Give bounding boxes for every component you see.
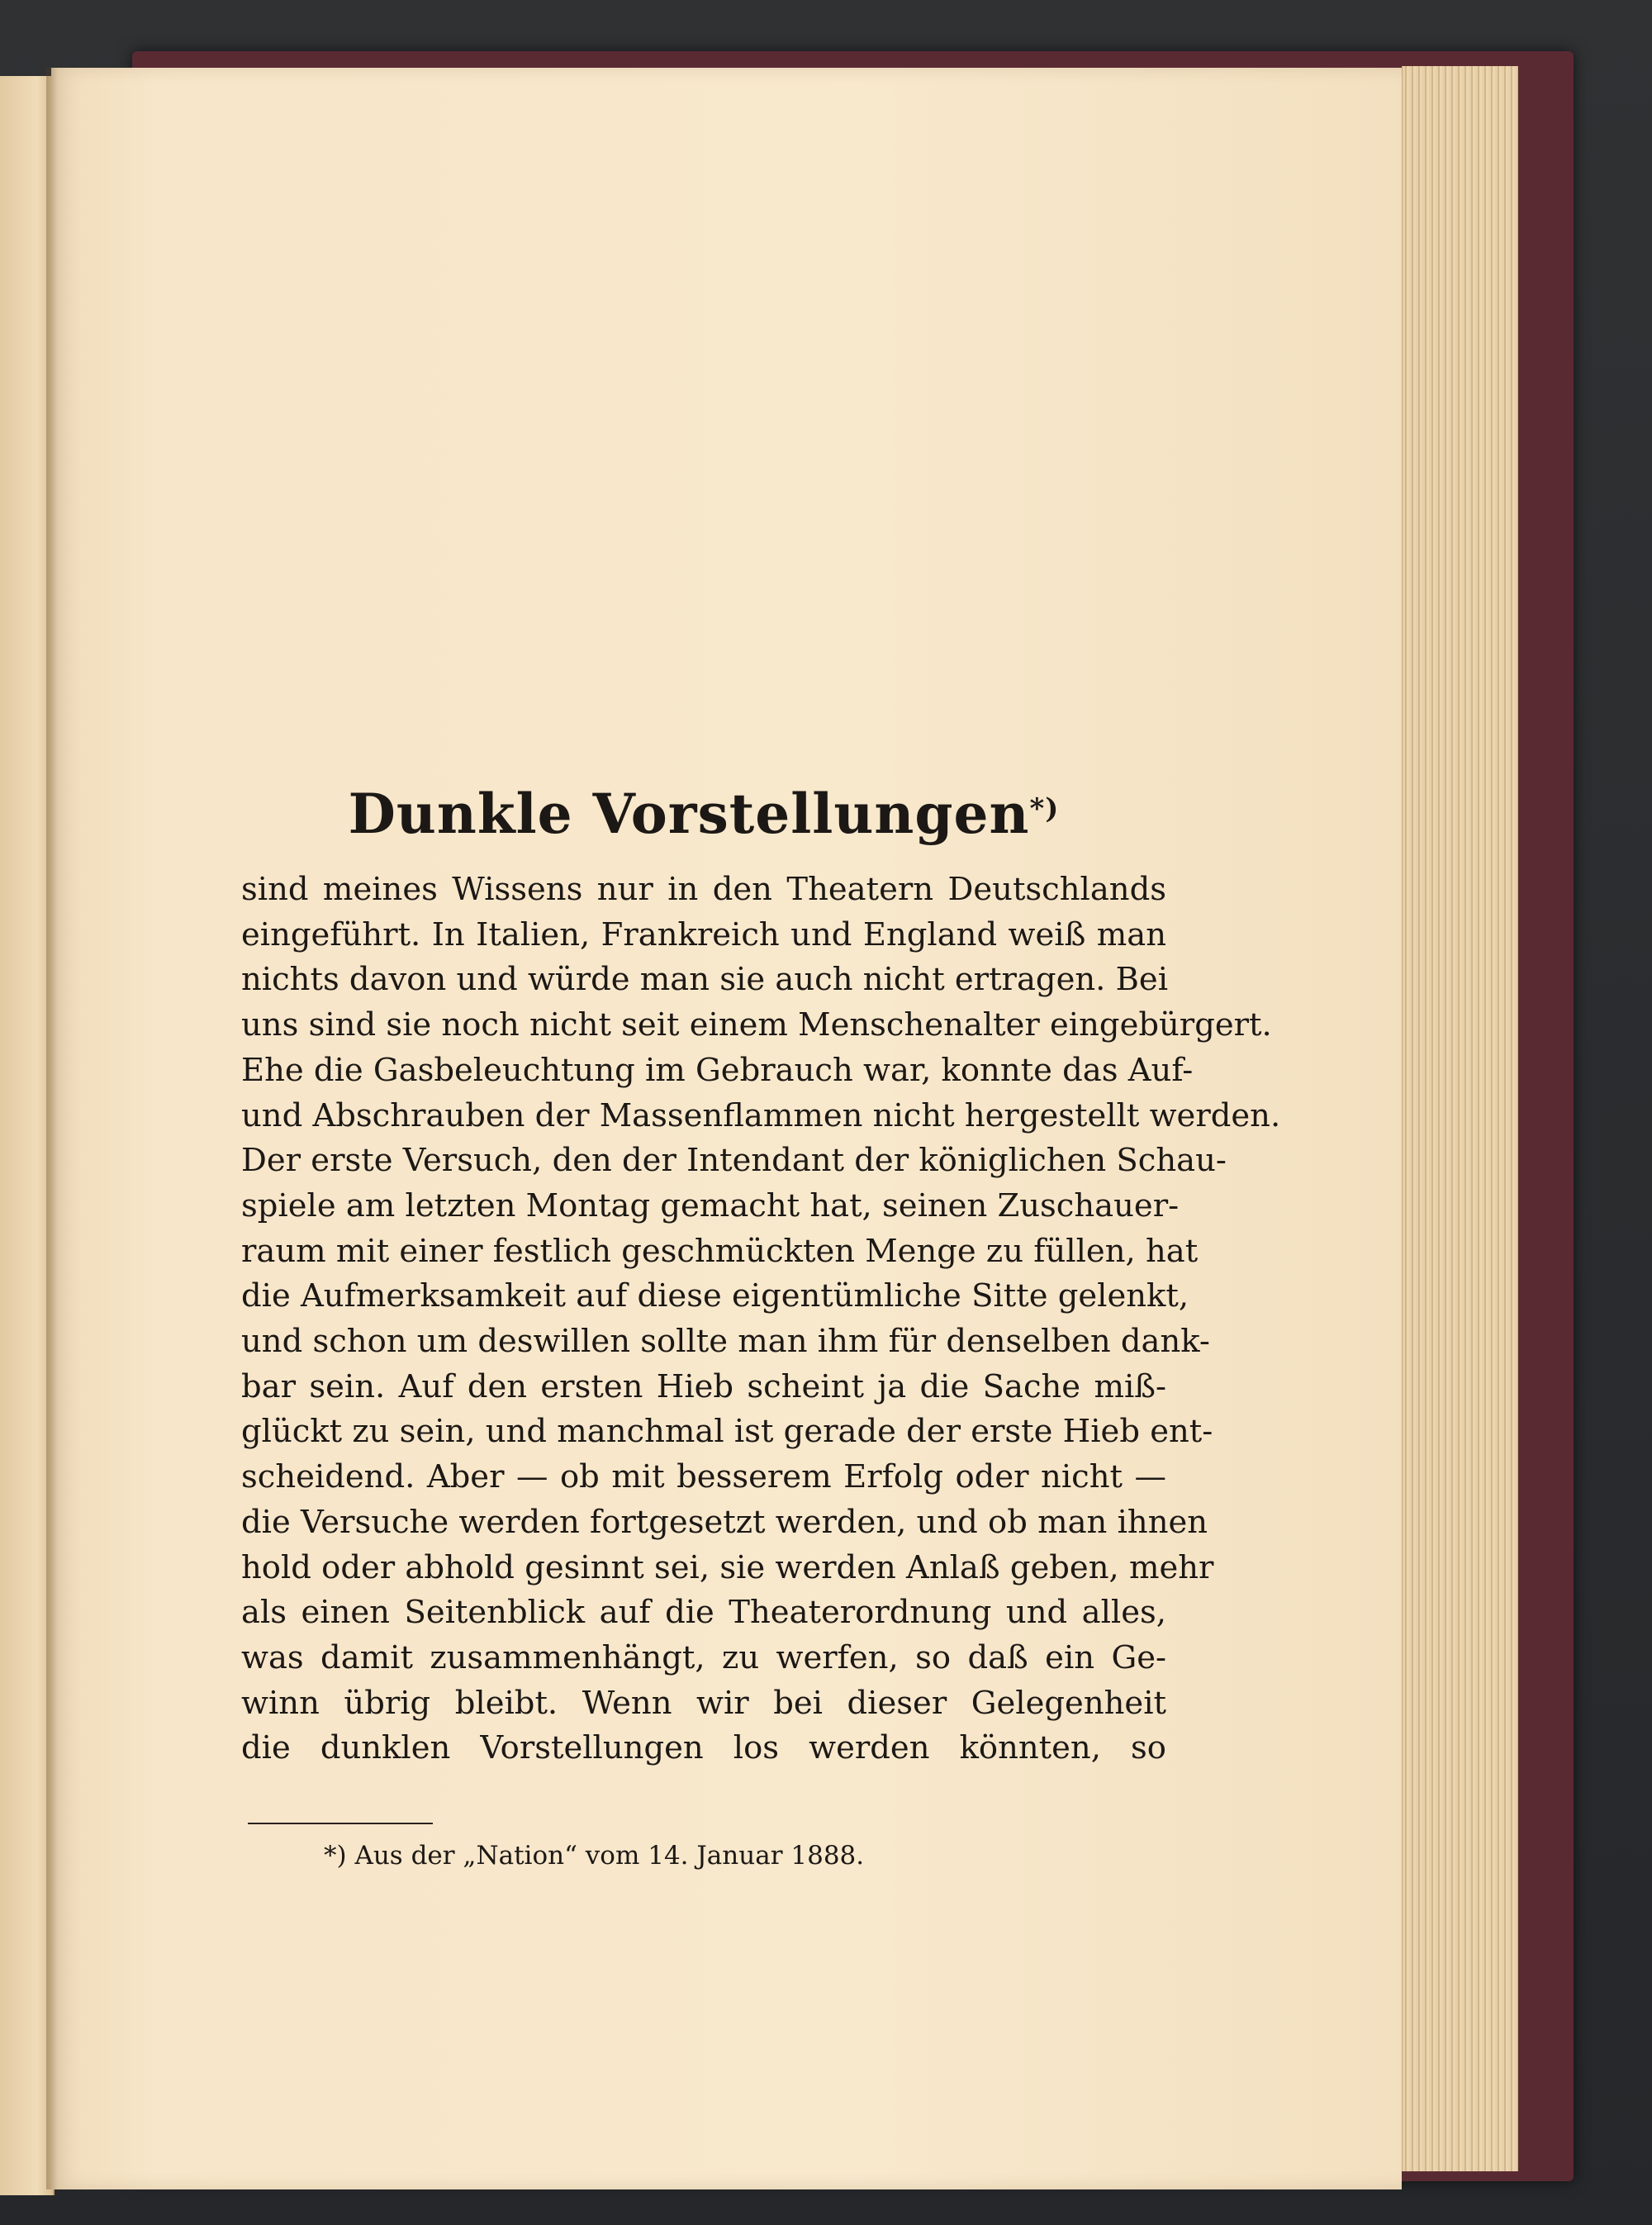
- page-content: [241, 777, 1281, 1771]
- chapter-title: [241, 777, 1166, 851]
- text-line: spiele am letzten Montag gemacht hat, seinen Zuschauer-: [241, 1186, 1180, 1224]
- text-line: als einen Seitenblick auf die Theaterordnung und alles,: [241, 1594, 1166, 1632]
- text-line: glückt zu sein, und manchmal ist gerade der erste Hieb ent-: [241, 1413, 1213, 1451]
- body-text: [241, 868, 1281, 1771]
- page-edges: [1402, 66, 1518, 2171]
- text-line: sind meines Wissens nur in den Theatern Deutschlands: [241, 871, 1166, 908]
- text-line: nichts davon und würde man sie auch nicht ertragen. Bei: [241, 961, 1169, 999]
- text-line: scheidend. Aber — ob mit besserem Erfolg oder nicht —: [241, 1458, 1166, 1496]
- text-line: uns sind sie noch nicht seit einem Menschenalter eingebürgert.: [241, 1006, 1272, 1044]
- text-line: eingeführt. In Italien, Frankreich und England weiß man: [241, 915, 1166, 953]
- text-line: und Abschrauben der Massenflammen nicht hergestellt werden.: [241, 1096, 1281, 1134]
- text-line: Der erste Versuch, den der Intendant der königlichen Schau-: [241, 1142, 1227, 1180]
- text-line: die Versuche werden fortgesetzt werden, und ob man ihnen: [241, 1503, 1208, 1541]
- text-line: raum mit einer festlich geschmückten Menge zu füllen, hat: [241, 1232, 1199, 1270]
- footnote-rule: [248, 1823, 433, 1824]
- footnote: *) Aus der „Nation“ vom 14. Januar 1888.: [324, 1841, 865, 1871]
- text-line: winn übrig bleibt. Wenn wir bei dieser Gelegenheit: [241, 1684, 1166, 1722]
- spine-shadow: [46, 68, 58, 2189]
- text-line: Ehe die Gasbeleuchtung im Gebrauch war, konnte das Auf-: [241, 1051, 1194, 1089]
- footnote-mark: *): [1029, 792, 1060, 825]
- text-line: und schon um deswillen sollte man ihm für denselben dank-: [241, 1323, 1210, 1361]
- text-line: was damit zusammenhängt, zu werfen, so daß ein Ge-: [241, 1638, 1166, 1676]
- text-line: die dunklen Vorstellungen los werden könnten, so: [241, 1729, 1166, 1767]
- text-line: bar sein. Auf den ersten Hieb scheint ja die Sache miß-: [241, 1367, 1166, 1405]
- chapter-title-text: Dunkle Vorstellungen: [348, 782, 1030, 846]
- text-line: hold oder abhold gesinnt sei, sie werden Anlaß geben, mehr: [241, 1548, 1214, 1586]
- text-line: die Aufmerksamkeit auf diese eigentümliche Sitte gelenkt,: [241, 1277, 1189, 1315]
